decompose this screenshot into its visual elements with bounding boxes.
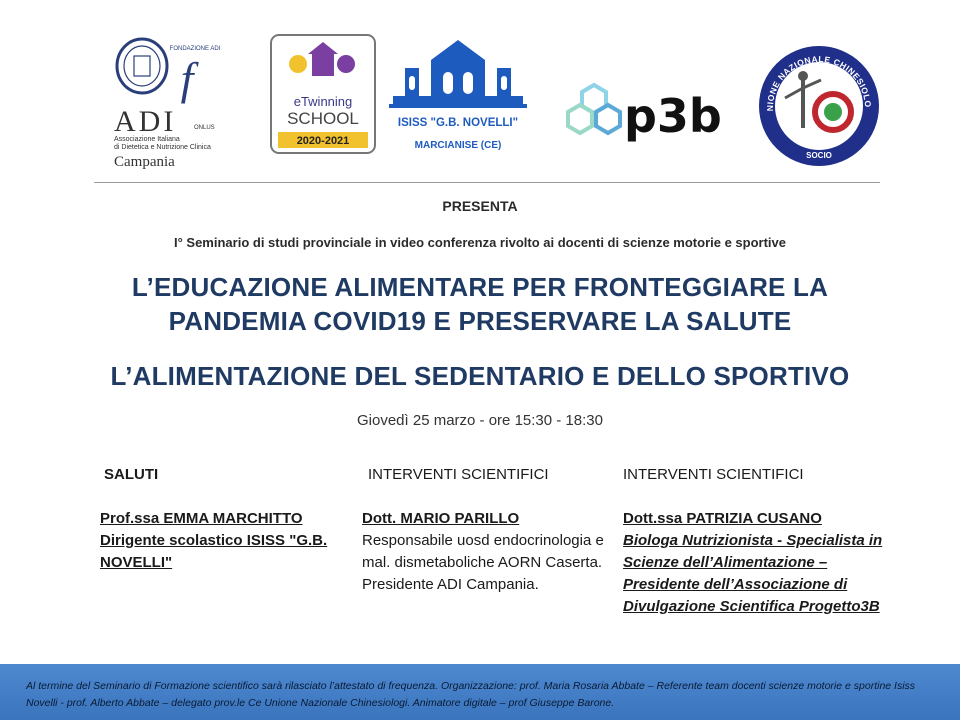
svg-text:f: f (180, 53, 194, 104)
speaker-role: Responsabile uosd endocrinologia e mal. dismetaboliche AORN Caserta. Presidente ADI Campania. (362, 532, 604, 593)
header-divider (94, 182, 880, 183)
speaker-column-cusano (623, 464, 888, 618)
speaker-column-saluti (100, 464, 350, 574)
footer-note: Al termine del Seminario di Formazione scientifico sarà rilasciato l’attestato di frequenza. Organizzazione: prof. Maria Rosaria Abbate – Referente team docenti scienze motorie e sportine Isiss Novelli - prof. Alberto Abbate – delegato prov.le Ce Unione Nazionale Chinesiologi. Animatore digitale – prof Giuseppe Barone. (26, 680, 916, 709)
svg-text:p3b: p3b (624, 89, 722, 143)
svg-text:FONDAZIONE ADI: FONDAZIONE ADI (169, 46, 221, 52)
isiss-novelli-logo (385, 38, 531, 158)
presenta-label: PRESENTA (442, 198, 518, 214)
column-heading: INTERVENTI SCIENTIFICI (623, 466, 804, 483)
svg-text:MARCIANISE (CE): MARCIANISE (CE) (414, 140, 502, 151)
svg-text:Campania: Campania (114, 154, 175, 170)
speaker-name: Dott. MARIO PARILLO (362, 510, 520, 527)
svg-text:2020-2021: 2020-2021 (296, 135, 350, 147)
svg-text:eTwinning: eTwinning (293, 94, 353, 109)
secondary-title: L’ALIMENTAZIONE DEL SEDENTARIO E DELLO SPORTIVO (110, 361, 850, 391)
svg-text:di Dietetica e Nutrizione Clin: di Dietetica e Nutrizione Clinica (114, 144, 211, 151)
column-heading: INTERVENTI SCIENTIFICI (368, 466, 549, 483)
speaker-role: Dirigente scolastico ISISS "G.B. NOVELLI" (100, 532, 328, 571)
column-heading: SALUTI (104, 466, 159, 483)
event-date: Giovedì 25 marzo - ore 15:30 - 18:30 (357, 412, 603, 429)
svg-text:SOCIO: SOCIO (806, 151, 832, 160)
svg-text:UNIONE NAZIONALE CHINESIOLOGI: NIONE NAZIONALE CHINESIOLO (764, 53, 874, 112)
speaker-column-parillo (362, 464, 627, 596)
svg-text:ISISS "G.B. NOVELLI": ISISS "G.B. NOVELLI" (397, 117, 519, 129)
svg-text:ONLUS: ONLUS (194, 125, 215, 131)
adi-logo (112, 36, 222, 172)
speaker-role: Biologa Nutrizionista - Specialista in Scienze dell’Alimentazione – Presidente dell’Associazione di Divulgazione Scientifica Progetto3B (623, 532, 883, 615)
svg-text:ADI: ADI (114, 105, 177, 138)
p3b-logo (560, 80, 730, 150)
seminar-subtitle: I° Seminario di studi provinciale in video conferenza rivolto ai docenti di scienze motorie e sportive (173, 235, 786, 250)
main-title-line2: PANDEMIA COVID19 E PRESERVARE LA SALUTE (168, 306, 792, 336)
speaker-name: Dott.ssa PATRIZIA CUSANO (623, 510, 822, 527)
main-title-line1: L’EDUCAZIONE ALIMENTARE PER FRONTEGGIARE LA (131, 272, 829, 302)
svg-text:SCHOOL: SCHOOL (287, 109, 359, 128)
unione-chinesiologi-logo (755, 44, 883, 168)
speaker-name: Prof.ssa EMMA MARCHITTO (100, 510, 303, 527)
svg-text:Associazione Italiana: Associazione Italiana (114, 136, 180, 143)
etwinning-logo (270, 34, 376, 154)
